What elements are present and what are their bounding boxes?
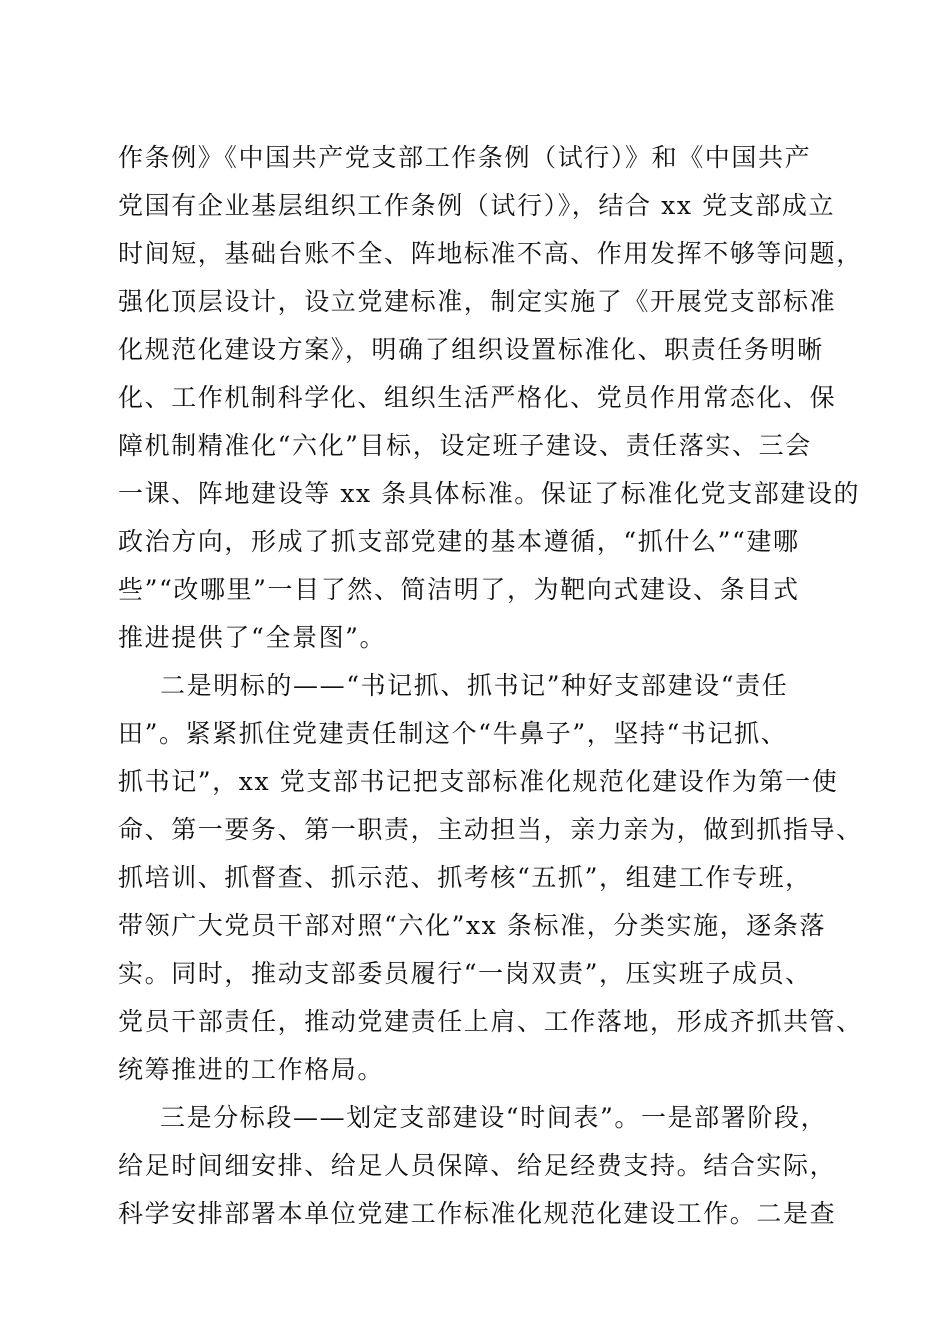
text-line: 统筹推进的工作格局。 — [118, 1055, 385, 1084]
text-line: 给足时间细安排、给足人员保障、给足经费支持。结合实际， — [118, 1151, 837, 1180]
text-line: 实。同时，推动支部委员履行“一岗双责”，压实班子成员、 — [118, 959, 812, 988]
text-line: 化、工作机制科学化、组织生活严格化、党员作用常态化、保 — [118, 383, 837, 412]
text-line: 田”。紧紧抓住党建责任制这个“牛鼻子”，坚持“书记抓、 — [118, 719, 788, 748]
text-line: 抓书记”，xx 党支部书记把支部标准化规范化建设作为第一使 — [118, 767, 839, 796]
text-line: 些”“改哪里”一目了然、简洁明了，为靶向式建设、条目式 — [118, 575, 800, 604]
text-line: 时间短，基础台账不全、阵地标准不高、作用发挥不够等问题， — [118, 239, 863, 268]
text-line: 党员干部责任，推动党建责任上肩、工作落地，形成齐抓共管、 — [118, 1007, 863, 1036]
text-line: 障机制精准化“六化”目标，设定班子建设、责任落实、三会 — [118, 431, 812, 460]
section-heading-line: 二是明标的——“书记抓、抓书记”种好支部建设“责任 — [160, 671, 789, 700]
text-line: 抓培训、抓督查、抓示范、抓考核“五抓”，组建工作专班， — [118, 863, 812, 892]
text-line: 党国有企业基层组织工作条例（试行）》，结合 xx 党支部成立 — [118, 191, 836, 220]
text-line: 一课、阵地建设等 xx 条具体标准。保证了标准化党支部建设的 — [118, 479, 861, 508]
text-line: 强化顶层设计，设立党建标准，制定实施了《开展党支部标准 — [118, 287, 837, 316]
text-line: 作条例》《中国共产党支部工作条例（试行）》和《中国共产 — [118, 143, 812, 172]
section-heading-line: 三是分标段——划定支部建设“时间表”。一是部署阶段， — [160, 1103, 828, 1132]
text-line: 带领广大党员干部对照“六化”xx 条标准，分类实施，逐条落 — [118, 911, 827, 940]
text-line: 推进提供了“全景图”。 — [118, 623, 387, 652]
text-line: 政治方向，形成了抓支部党建的基本遵循，“抓什么”“建哪 — [118, 527, 800, 556]
text-line: 命、第一要务、第一职责，主动担当，亲力亲为，做到抓指导、 — [118, 815, 863, 844]
text-line: 化规范化建设方案》，明确了组织设置标准化、职责任务明晰 — [118, 335, 824, 364]
text-line: 科学安排部署本单位党建工作标准化规范化建设工作。二是查 — [118, 1199, 837, 1228]
